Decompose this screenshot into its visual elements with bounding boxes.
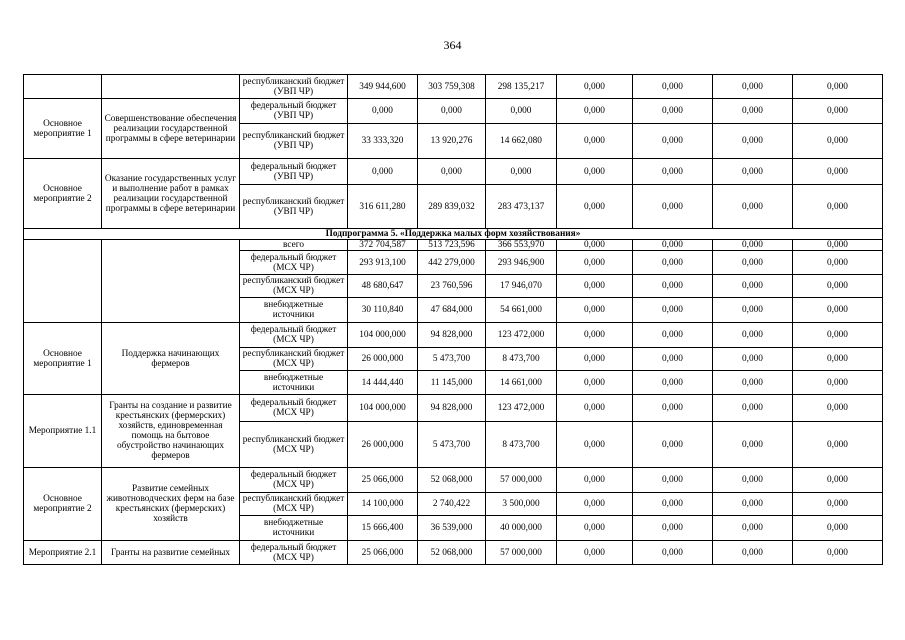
amount-cell: 372 704,587 — [348, 240, 418, 251]
funding-source: всего — [240, 240, 348, 251]
funding-source: республиканский бюджет (УВП ЧР) — [240, 185, 348, 229]
amount-cell: 0,000 — [713, 124, 793, 159]
amount-cell: 0,000 — [557, 323, 633, 348]
amount-cell: 94 828,000 — [418, 323, 486, 348]
amount-cell: 2 740,422 — [418, 493, 486, 516]
amount-cell: 0,000 — [793, 124, 883, 159]
amount-cell: 0,000 — [557, 348, 633, 371]
amount-cell: 8 473,700 — [486, 422, 557, 468]
funding-source: республиканский бюджет (МСХ ЧР) — [240, 422, 348, 468]
activity-name: Совершенствование обеспечения реализации государственной программы в сфере ветеринарии — [102, 99, 240, 159]
amount-cell: 52 068,000 — [418, 468, 486, 493]
amount-cell: 47 684,000 — [418, 298, 486, 323]
activity-label: Мероприятие 2.1 — [24, 541, 102, 565]
amount-cell: 0,000 — [557, 395, 633, 422]
amount-cell: 14 444,440 — [348, 371, 418, 395]
activity-name: Развитие семейных животноводческих ферм на базе крестьянских (фермерских) хозяйств — [102, 468, 240, 541]
amount-cell: 0,000 — [793, 493, 883, 516]
funding-source: федеральный бюджет (УВП ЧР) — [240, 99, 348, 124]
table-row — [24, 75, 883, 99]
amount-cell: 123 472,000 — [486, 395, 557, 422]
amount-cell: 0,000 — [557, 251, 633, 275]
amount-cell: 0,000 — [633, 251, 713, 275]
activity-label — [24, 75, 102, 99]
amount-cell: 0,000 — [713, 159, 793, 185]
amount-cell: 26 000,000 — [348, 348, 418, 371]
amount-cell: 0,000 — [713, 251, 793, 275]
funding-source: республиканский бюджет (УВП ЧР) — [240, 124, 348, 159]
amount-cell: 0,000 — [633, 348, 713, 371]
amount-cell: 0,000 — [557, 298, 633, 323]
amount-cell: 0,000 — [793, 395, 883, 422]
amount-cell: 54 661,000 — [486, 298, 557, 323]
amount-cell: 0,000 — [793, 75, 883, 99]
table-row — [24, 395, 883, 422]
amount-cell: 17 946,070 — [486, 275, 557, 298]
amount-cell: 0,000 — [557, 468, 633, 493]
amount-cell: 0,000 — [793, 99, 883, 124]
amount-cell: 0,000 — [557, 75, 633, 99]
activity-label: Основное мероприятие 2 — [24, 468, 102, 541]
activity-label: Основное мероприятие 2 — [24, 159, 102, 229]
funding-source: федеральный бюджет (МСХ ЧР) — [240, 395, 348, 422]
amount-cell: 0,000 — [793, 298, 883, 323]
funding-source: федеральный бюджет (МСХ ЧР) — [240, 251, 348, 275]
activity-name: Гранты на развитие семейных — [102, 541, 240, 565]
funding-source: внебюджетные источники — [240, 371, 348, 395]
amount-cell: 0,000 — [713, 348, 793, 371]
amount-cell: 0,000 — [633, 422, 713, 468]
amount-cell: 15 666,400 — [348, 516, 418, 541]
amount-cell: 293 946,900 — [486, 251, 557, 275]
amount-cell: 13 920,276 — [418, 124, 486, 159]
funding-source: внебюджетные источники — [240, 298, 348, 323]
funding-source: республиканский бюджет (МСХ ЧР) — [240, 275, 348, 298]
amount-cell: 0,000 — [793, 275, 883, 298]
table-row — [24, 541, 883, 565]
amount-cell: 0,000 — [633, 75, 713, 99]
amount-cell: 11 145,000 — [418, 371, 486, 395]
table-row — [24, 468, 883, 493]
funding-source: республиканский бюджет (МСХ ЧР) — [240, 348, 348, 371]
amount-cell: 293 913,100 — [348, 251, 418, 275]
amount-cell: 0,000 — [793, 159, 883, 185]
table-row — [24, 240, 883, 251]
amount-cell: 57 000,000 — [486, 468, 557, 493]
activity-label — [24, 240, 102, 323]
amount-cell: 0,000 — [557, 516, 633, 541]
amount-cell: 0,000 — [713, 371, 793, 395]
amount-cell: 0,000 — [633, 99, 713, 124]
amount-cell: 0,000 — [793, 251, 883, 275]
amount-cell: 3 500,000 — [486, 493, 557, 516]
subprogram-title: Подпрограмма 5. «Поддержка малых форм хозяйствования» — [24, 229, 883, 240]
amount-cell: 0,000 — [713, 493, 793, 516]
amount-cell: 0,000 — [557, 541, 633, 565]
amount-cell: 23 760,596 — [418, 275, 486, 298]
amount-cell: 366 553,970 — [486, 240, 557, 251]
amount-cell: 104 000,000 — [348, 323, 418, 348]
amount-cell: 5 473,700 — [418, 422, 486, 468]
amount-cell: 283 473,137 — [486, 185, 557, 229]
amount-cell: 0,000 — [633, 159, 713, 185]
amount-cell: 0,000 — [348, 159, 418, 185]
amount-cell: 0,000 — [633, 298, 713, 323]
funding-source: федеральный бюджет (МСХ ЧР) — [240, 468, 348, 493]
amount-cell: 0,000 — [713, 422, 793, 468]
amount-cell: 33 333,320 — [348, 124, 418, 159]
amount-cell: 0,000 — [713, 541, 793, 565]
amount-cell: 0,000 — [633, 493, 713, 516]
amount-cell: 0,000 — [557, 124, 633, 159]
amount-cell: 48 680,647 — [348, 275, 418, 298]
amount-cell: 14 100,000 — [348, 493, 418, 516]
activity-name: Гранты на создание и развитие крестьянских (фермерских) хозяйств, единовременная помощь на бытовое обустройство начинающих фермеров — [102, 395, 240, 468]
amount-cell: 8 473,700 — [486, 348, 557, 371]
funding-source: федеральный бюджет (МСХ ЧР) — [240, 323, 348, 348]
amount-cell: 14 661,000 — [486, 371, 557, 395]
amount-cell: 0,000 — [793, 541, 883, 565]
amount-cell: 0,000 — [793, 185, 883, 229]
funding-source: внебюджетные источники — [240, 516, 348, 541]
amount-cell: 0,000 — [793, 516, 883, 541]
amount-cell: 52 068,000 — [418, 541, 486, 565]
amount-cell: 0,000 — [557, 275, 633, 298]
amount-cell: 0,000 — [486, 159, 557, 185]
table-row — [24, 159, 883, 185]
amount-cell: 57 000,000 — [486, 541, 557, 565]
amount-cell: 0,000 — [793, 422, 883, 468]
amount-cell: 0,000 — [713, 240, 793, 251]
amount-cell: 0,000 — [793, 323, 883, 348]
amount-cell: 0,000 — [633, 541, 713, 565]
amount-cell: 0,000 — [418, 99, 486, 124]
activity-label: Основное мероприятие 1 — [24, 99, 102, 159]
amount-cell: 0,000 — [557, 493, 633, 516]
amount-cell: 104 000,000 — [348, 395, 418, 422]
amount-cell: 123 472,000 — [486, 323, 557, 348]
funding-source: федеральный бюджет (МСХ ЧР) — [240, 541, 348, 565]
table-row — [24, 323, 883, 348]
activity-name: Оказание государственных услуг и выполнение работ в рамках реализации государственной программы в сфере ветеринарии — [102, 159, 240, 229]
amount-cell: 5 473,700 — [418, 348, 486, 371]
page-number: 364 — [443, 38, 462, 52]
subprogram-header-row — [24, 229, 883, 240]
amount-cell: 14 662,080 — [486, 124, 557, 159]
table-row — [24, 99, 883, 124]
amount-cell: 0,000 — [557, 371, 633, 395]
amount-cell: 26 000,000 — [348, 422, 418, 468]
amount-cell: 0,000 — [793, 371, 883, 395]
amount-cell: 0,000 — [713, 185, 793, 229]
amount-cell: 316 611,280 — [348, 185, 418, 229]
funding-source: республиканский бюджет (УВП ЧР) — [240, 75, 348, 99]
activity-label: Основное мероприятие 1 — [24, 323, 102, 395]
amount-cell: 0,000 — [713, 323, 793, 348]
activity-name: Поддержка начинающих фермеров — [102, 323, 240, 395]
amount-cell: 0,000 — [557, 422, 633, 468]
amount-cell: 0,000 — [713, 468, 793, 493]
amount-cell: 0,000 — [633, 185, 713, 229]
amount-cell: 0,000 — [633, 468, 713, 493]
amount-cell: 303 759,308 — [418, 75, 486, 99]
amount-cell: 0,000 — [793, 468, 883, 493]
amount-cell: 0,000 — [713, 298, 793, 323]
amount-cell: 0,000 — [633, 240, 713, 251]
budget-table — [23, 74, 883, 565]
amount-cell: 0,000 — [633, 124, 713, 159]
amount-cell: 25 066,000 — [348, 541, 418, 565]
amount-cell: 25 066,000 — [348, 468, 418, 493]
activity-name — [102, 75, 240, 99]
amount-cell: 0,000 — [793, 240, 883, 251]
amount-cell: 0,000 — [713, 395, 793, 422]
amount-cell: 0,000 — [713, 99, 793, 124]
amount-cell: 30 110,840 — [348, 298, 418, 323]
amount-cell: 0,000 — [557, 99, 633, 124]
amount-cell: 289 839,032 — [418, 185, 486, 229]
amount-cell: 0,000 — [633, 516, 713, 541]
amount-cell: 0,000 — [557, 240, 633, 251]
amount-cell: 0,000 — [348, 99, 418, 124]
amount-cell: 36 539,000 — [418, 516, 486, 541]
funding-source: федеральный бюджет (УВП ЧР) — [240, 159, 348, 185]
amount-cell: 0,000 — [713, 275, 793, 298]
amount-cell: 0,000 — [557, 185, 633, 229]
amount-cell: 0,000 — [633, 395, 713, 422]
amount-cell: 0,000 — [633, 275, 713, 298]
amount-cell: 298 135,217 — [486, 75, 557, 99]
activity-name — [102, 240, 240, 323]
amount-cell: 0,000 — [713, 516, 793, 541]
amount-cell: 0,000 — [557, 159, 633, 185]
amount-cell: 0,000 — [486, 99, 557, 124]
amount-cell: 0,000 — [418, 159, 486, 185]
amount-cell: 442 279,000 — [418, 251, 486, 275]
amount-cell: 94 828,000 — [418, 395, 486, 422]
amount-cell: 40 000,000 — [486, 516, 557, 541]
funding-source: республиканский бюджет (МСХ ЧР) — [240, 493, 348, 516]
amount-cell: 0,000 — [633, 371, 713, 395]
activity-label: Мероприятие 1.1 — [24, 395, 102, 468]
amount-cell: 0,000 — [713, 75, 793, 99]
amount-cell: 349 944,600 — [348, 75, 418, 99]
amount-cell: 513 723,596 — [418, 240, 486, 251]
amount-cell: 0,000 — [793, 348, 883, 371]
amount-cell: 0,000 — [633, 323, 713, 348]
